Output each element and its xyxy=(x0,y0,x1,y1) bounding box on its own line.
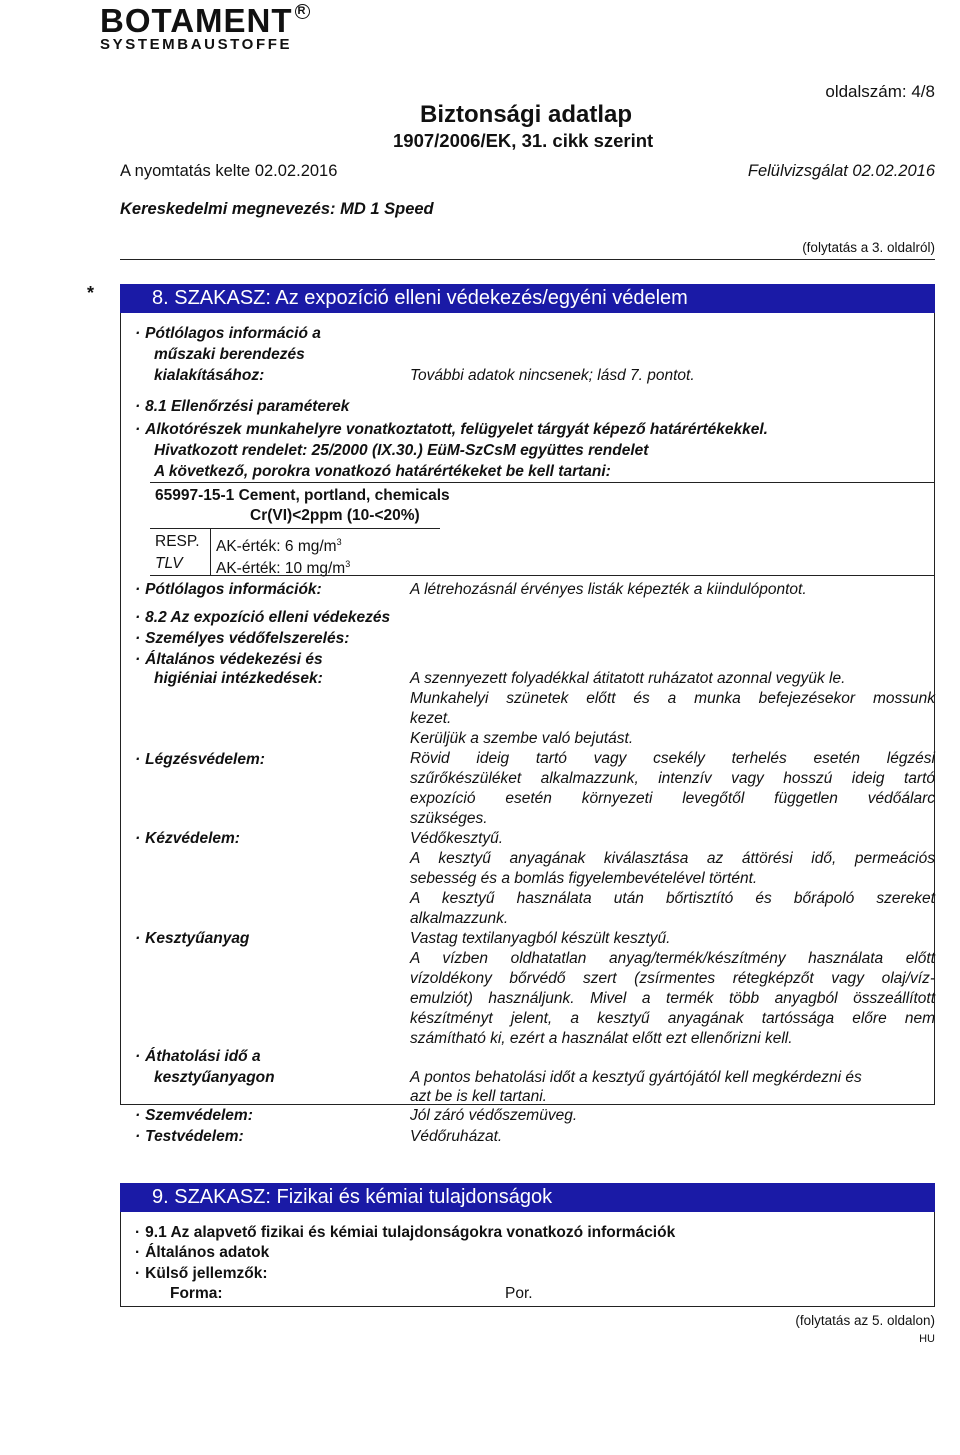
limits-table-column-line xyxy=(210,529,211,576)
substance-name: 65997-15-1 Cement, portland, chemicals xyxy=(155,487,450,504)
s81-line-1: · Alkotórészek munkahelyre vonatkoztatott, felügyelet tárgyát képező határértékekkel. xyxy=(135,421,768,438)
form-value: Por. xyxy=(505,1285,533,1302)
revision-date: Felülvizsgálat 02.02.2016 xyxy=(747,162,935,180)
respiratory-v2: szűrőkészüléket alkalmazzunk, intenzív vagy hosszú ideig tartó xyxy=(410,770,935,787)
hand-protection-label: · Kézvédelem: xyxy=(135,830,240,847)
glove-material-label: · Kesztyűanyag xyxy=(135,930,250,947)
hand-protection-v2a: A kesztyű anyagának kiválasztása az áttörési idő, permeációs xyxy=(410,850,935,867)
limit-value-tlv: AK-érték: 10 $mg/m^3$ xyxy=(216,559,351,578)
continued-to: (folytatás az 5. oldalon) xyxy=(795,1313,935,1328)
penetration-time-v2: azt be is kell tartani. xyxy=(410,1088,547,1105)
general-measures-v2b: kezet. xyxy=(410,710,452,727)
brand-logo xyxy=(100,2,310,40)
glove-material-v4: emulziót) használjunk. Mivel a termék több anyagból összeállított xyxy=(410,990,935,1007)
tech-label-2: műszaki berendezés xyxy=(154,346,305,363)
extra-info-value: A létrehozásnál érvényes listák képezték a kiindulópontot. xyxy=(410,581,807,598)
body-protection-label: · Testvédelem: xyxy=(135,1128,244,1145)
section-9-1-title: · 9.1 Az alapvető fizikai és kémiai tulajdonságokra vonatkozó információk xyxy=(135,1224,676,1241)
hand-protection-v1: Védőkesztyű. xyxy=(410,830,504,847)
respiratory-v3: expozíció esetén környezeti levegőtől független védőálarc xyxy=(410,790,935,807)
limit-type-resp: RESP. xyxy=(155,533,200,550)
glove-material-v6: számítható ki, ezért a használat előtt ezt ellenőrizni kell. xyxy=(410,1030,793,1047)
section-8-header: 8. SZAKASZ: Az expozíció elleni védekezés/egyéni védelem xyxy=(120,284,935,313)
general-measures-v1: A szennyezett folyadékkal átitatott ruházatot azonnal vegyük le. xyxy=(410,670,846,687)
document-subtitle: 1907/2006/EK, 31. cikk szerint xyxy=(393,130,654,151)
penetration-time-v1: A pontos behatolási időt a kesztyű gyártójától kell megkérdezni és xyxy=(410,1069,862,1086)
glove-material-v5: készítményt jelent, a kesztyű anyagának tartóssága előre nem xyxy=(410,1010,935,1027)
change-marker: * xyxy=(87,283,95,303)
limit-value-resp: AK-érték: 6 $mg/m^3$ xyxy=(216,537,342,556)
language-code: HU xyxy=(919,1333,935,1345)
glove-material-v1: Vastag textilanyagból készült kesztyű. xyxy=(410,930,671,947)
eye-protection-label: · Szemvédelem: xyxy=(135,1107,253,1124)
continued-from: (folytatás a 3. oldalról) xyxy=(802,240,935,255)
brand-name: BOTAMENT xyxy=(100,2,293,39)
respiratory-v1: Rövid ideig tartó vagy csekély terhelés esetén légzési xyxy=(410,750,935,767)
eye-protection-value: Jól záró védőszemüveg. xyxy=(410,1107,578,1124)
respiratory-label: · Légzésvédelem: xyxy=(135,751,265,768)
print-date: A nyomtatás kelte 02.02.2016 xyxy=(120,162,338,180)
brand-subtitle: SYSTEMBAUSTOFFE xyxy=(100,36,293,53)
general-measures-label-2: higiéniai intézkedések: xyxy=(154,670,323,687)
respiratory-v4: szükséges. xyxy=(410,810,488,827)
section-8-2-title: · 8.2 Az expozíció elleni védekezés xyxy=(135,609,391,626)
ppe-label: · Személyes védőfelszerelés: xyxy=(135,630,350,647)
limits-table-divider xyxy=(150,528,440,529)
trade-name: Kereskedelmi megnevezés: MD 1 Speed xyxy=(120,200,434,218)
body-protection-value: Védőruházat. xyxy=(410,1128,503,1145)
limit-type-tlv: TLV xyxy=(155,555,183,572)
appearance-label: · Külső jellemzők: xyxy=(135,1265,268,1282)
tech-label: · Pótlólagos információ a xyxy=(135,325,321,342)
section-9-header: 9. SZAKASZ: Fizikai és kémiai tulajdonságok xyxy=(120,1183,935,1212)
registered-mark: R xyxy=(295,4,310,19)
form-label: Forma: xyxy=(170,1285,223,1302)
s81-line-2: Hivatkozott rendelet: 25/2000 (IX.30.) EüM-SzCsM együttes rendelet xyxy=(154,442,649,459)
glove-material-v3: vízoldékony bőrvédő szert (zsírmentes rétegképzőt vagy olaj/víz- xyxy=(410,970,935,987)
extra-info-label: · Pótlólagos információk: xyxy=(135,581,322,598)
document-title: Biztonsági adatlap xyxy=(420,101,633,128)
s81-line-3: A következő, porokra vonatkozó határértékeket be kell tartani: xyxy=(154,463,611,480)
hand-protection-v3a: A kesztyű használata után bőrtisztító és bőrápoló szereket xyxy=(410,890,935,907)
general-data-label: · Általános adatok xyxy=(135,1244,270,1261)
page-number: oldalszám: 4/8 xyxy=(825,82,935,101)
substance-limit: Cr(VI)<2ppm (10-<20%) xyxy=(250,507,420,524)
glove-material-v2: A vízben oldhatatlan anyag/termék/készítmény használata előtt xyxy=(410,950,935,967)
general-measures-label: · Általános védekezési és xyxy=(135,651,323,668)
section-8-1-title: · 8.1 Ellenőrzési paraméterek xyxy=(135,398,350,415)
general-measures-v3: Kerüljük a szembe való bejutást. xyxy=(410,730,634,747)
penetration-time-label-2: kesztyűanyagon xyxy=(154,1069,275,1086)
tech-value: További adatok nincsenek; lásd 7. pontot. xyxy=(410,367,695,384)
tech-label-3: kialakításához: xyxy=(154,367,265,384)
general-measures-v2a: Munkahelyi szünetek előtt és a munka befejezésekor mossunk xyxy=(410,690,935,707)
hand-protection-v3b: alkalmazzunk. xyxy=(410,910,509,927)
penetration-time-label: · Áthatolási idő a xyxy=(135,1048,261,1065)
header-divider xyxy=(120,259,935,260)
hand-protection-v2b: sebesség és a bomlás figyelembevételével történt. xyxy=(410,870,758,887)
